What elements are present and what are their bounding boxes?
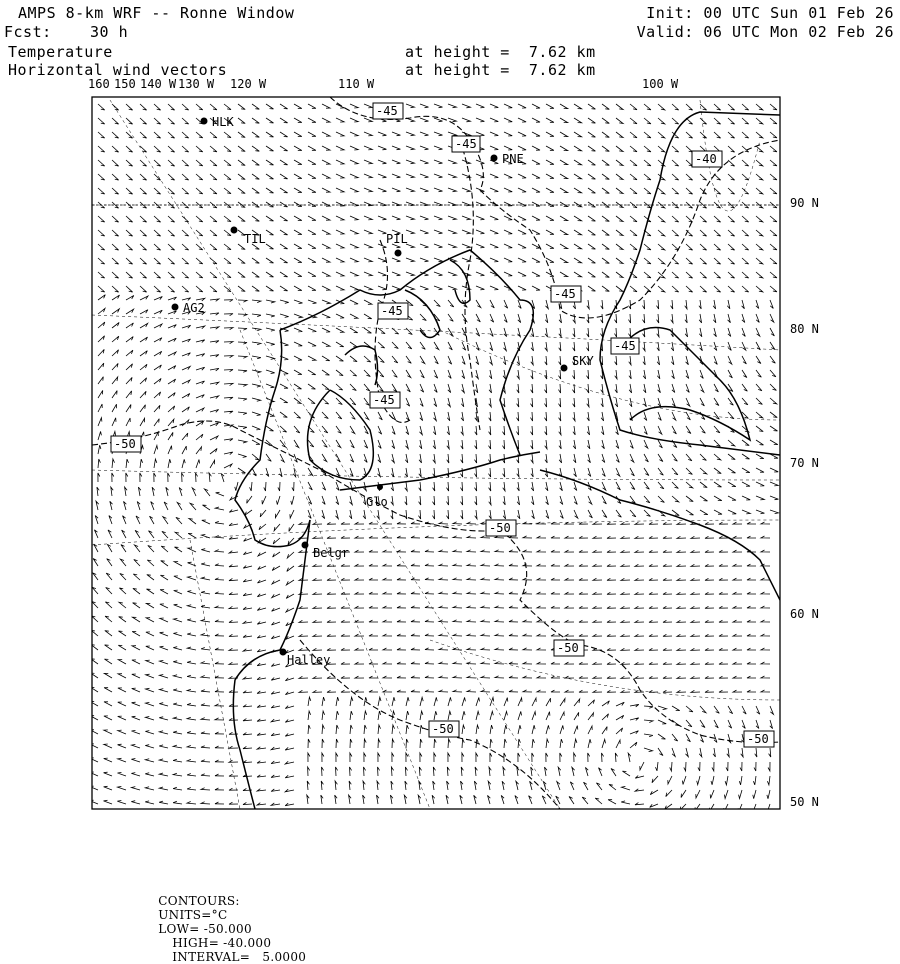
lon-label: 110 W: [338, 77, 375, 91]
temperature-contours: [92, 97, 780, 809]
field-temperature: Temperature: [8, 43, 113, 61]
map-frame: [92, 97, 780, 809]
units-label: UNITS=°C: [158, 908, 228, 922]
station-label: TIL: [244, 232, 266, 246]
lon-label: 130 W: [178, 77, 215, 91]
contour-label: -45: [554, 287, 576, 301]
station-label: Glo: [366, 495, 388, 509]
contour-label: -50: [432, 722, 454, 736]
contour-label: -50: [489, 521, 511, 535]
coastlines: [233, 112, 780, 809]
station-marker: [491, 155, 498, 162]
forecast-label: Fcst:: [4, 23, 52, 41]
map-title: AMPS 8-km WRF -- Ronne Window: [18, 4, 295, 22]
station-label: Halley: [287, 653, 331, 667]
contour-label: -40: [695, 152, 717, 166]
contours-label: CONTOURS:: [158, 894, 240, 908]
valid-time: Valid: 06 UTC Mon 02 Feb 26: [636, 23, 894, 41]
lat-label: 80 N: [790, 322, 819, 336]
contour-label: -45: [455, 137, 477, 151]
station-label: SKY: [572, 354, 594, 368]
forecast-hours: 30 h: [90, 23, 129, 41]
station-marker: [231, 227, 238, 234]
contour-label: -45: [614, 339, 636, 353]
station-marker: [302, 542, 309, 549]
station-label: Belgr: [313, 546, 350, 560]
contour-label: -50: [747, 732, 769, 746]
lon-label: 140 W: [140, 77, 177, 91]
wind-arrows: [90, 104, 779, 813]
station-marker: [561, 365, 568, 372]
height-temperature: at height = 7.62 km: [405, 43, 596, 61]
lon-label: 100 W: [642, 77, 679, 91]
contour-label: -50: [557, 641, 579, 655]
contour-label: -50: [114, 437, 136, 451]
lat-label: 60 N: [790, 607, 819, 621]
station-marker: [280, 649, 287, 656]
contour-label: -45: [373, 393, 395, 407]
station-label: HLK: [212, 115, 234, 129]
station-label: PIL: [386, 232, 408, 246]
contour-label: -45: [376, 104, 398, 118]
high-value: HIGH= -40.000: [172, 936, 272, 950]
height-wind: at height = 7.62 km: [405, 61, 596, 79]
lon-label: 160: [88, 77, 110, 91]
lon-label: 150: [114, 77, 136, 91]
contour-labels: [111, 103, 774, 747]
init-time: Init: 00 UTC Sun 01 Feb 26: [646, 4, 894, 22]
wind-vector-field: [90, 104, 779, 813]
station-label: AG2: [183, 301, 205, 315]
lat-label: 70 N: [790, 456, 819, 470]
field-wind-vectors: Horizontal wind vectors: [8, 61, 228, 79]
station-marker: [172, 304, 179, 311]
station-label: PNE: [502, 152, 524, 166]
station-marker: [395, 250, 402, 257]
lat-label: 90 N: [790, 196, 819, 210]
contour-legend: [150, 880, 310, 964]
station-marker: [201, 118, 208, 125]
low-value: LOW= -50.000: [158, 922, 252, 936]
lat-label: 50 N: [790, 795, 819, 809]
interval-value: INTERVAL= 5.0000: [172, 950, 307, 964]
contour-label: -45: [381, 304, 403, 318]
lon-label: 120 W: [230, 77, 267, 91]
station-marker: [377, 484, 383, 490]
